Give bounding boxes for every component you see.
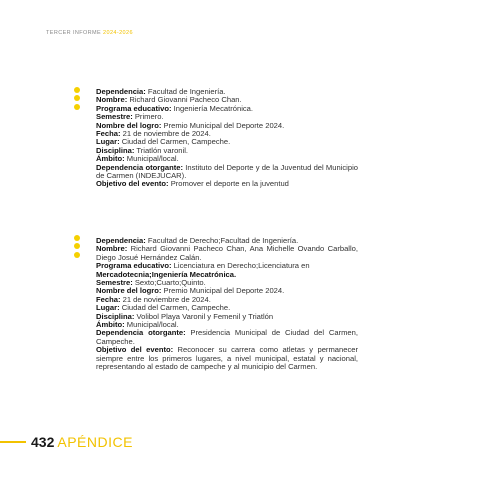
field-disciplina: Disciplina: Triatlón varonil. xyxy=(96,145,189,155)
bullet-dot-icon xyxy=(74,104,80,110)
field-fecha: Fecha: 21 de noviembre de 2024. xyxy=(96,294,211,304)
report-years: 2024-2026 xyxy=(103,30,133,36)
achievement-entry-1 xyxy=(96,88,358,189)
field-nombre: Nombre: Richard Giovanni Pacheco Chan. xyxy=(96,95,242,105)
report-title: TERCER INFORME xyxy=(46,30,104,36)
field-lugar: Lugar: Ciudad del Carmen, Campeche. xyxy=(96,137,231,147)
field-lugar: Lugar: Ciudad del Carmen, Campeche. xyxy=(96,303,231,313)
field-programa-cont: Mercadotecnia;Ingeniería Mecatrónica. xyxy=(96,269,237,279)
bullet-dot-icon xyxy=(74,252,80,258)
field-ambito: Ámbito: Municipal/local. xyxy=(96,320,179,330)
field-programa: Programa educativo: Licenciatura en Derecho;Licenciatura en xyxy=(96,261,310,271)
page-footer xyxy=(31,434,133,450)
bullet-group-2 xyxy=(74,235,82,260)
bullet-dot-icon xyxy=(74,95,80,101)
bullet-group-1 xyxy=(74,87,82,112)
field-otorgante: Dependencia otorgante: Presidencia Municipal de Ciudad del Carmen, Campeche. xyxy=(96,328,358,346)
field-programa: Programa educativo: Ingeniería Mecatrónica. xyxy=(96,103,254,113)
field-semestre: Semestre: Sexto;Cuarto;Quinto. xyxy=(96,278,206,288)
field-otorgante: Dependencia otorgante: Instituto del Deporte y de la Juventud del Municipio de Carmen (INDEJUCAR). xyxy=(96,162,359,181)
field-fecha: Fecha: 21 de noviembre de 2024. xyxy=(96,129,211,139)
footer-accent-line xyxy=(0,441,26,443)
bullet-dot-icon xyxy=(74,243,80,249)
report-header xyxy=(46,30,133,36)
field-logro: Nombre del logro: Premio Municipal del Deporte 2024. xyxy=(96,286,285,296)
field-objetivo: Objetivo del evento: Reconocer su carrera como atletas y permanecer siempre entre los primeros lugares, a nivel municipal, estatal y nacional, representando al estado de campeche y al municipio del Carmen. xyxy=(96,345,358,372)
field-objetivo: Objetivo del evento: Promover el deporte en la juventud xyxy=(96,179,289,189)
field-ambito: Ámbito: Municipal/local. xyxy=(96,154,179,164)
section-title: APÉNDICE xyxy=(57,434,133,450)
bullet-dot-icon xyxy=(74,235,80,241)
page-number: 432 xyxy=(31,434,55,450)
field-semestre: Semestre: Primero. xyxy=(96,112,164,122)
field-dependencia: Dependencia: Facultad de Ingeniería. xyxy=(96,87,226,96)
achievement-entry-2 xyxy=(96,237,358,372)
field-disciplina: Disciplina: Volibol Playa Varonil y Femenil y Triatlón xyxy=(96,311,274,321)
field-dependencia: Dependencia: Facultad de Derecho;Facultad de Ingeniería. xyxy=(96,236,299,245)
bullet-dot-icon xyxy=(74,87,80,93)
field-logro: Nombre del logro: Premio Municipal del Deporte 2024. xyxy=(96,120,285,130)
field-nombre: Nombre: Richard Giovanni Pacheco Chan, Ana Michelle Ovando Carballo, Diego Josué Hernández Calán. xyxy=(96,244,358,262)
